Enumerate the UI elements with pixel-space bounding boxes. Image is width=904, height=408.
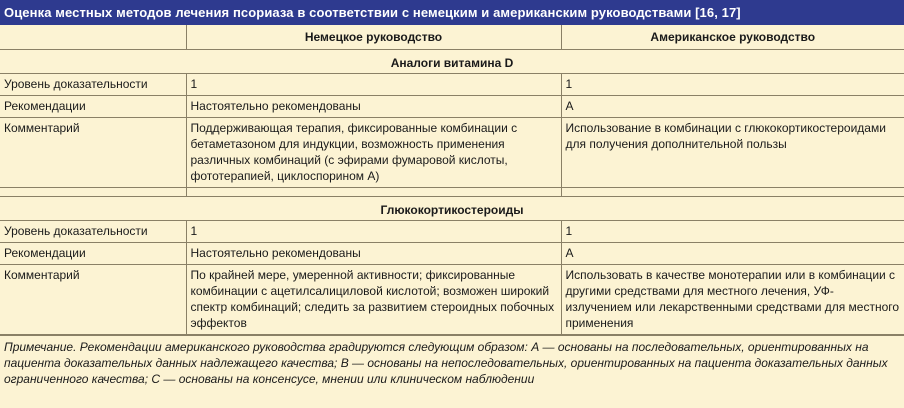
german-cell: Поддерживающая терапия, фиксированные комбинации с бетаметазоном для индукции, возможность применения различных комбинаций (с эфирами фумаровой кислоты, фототерапией, циклоспорином А) [186, 118, 561, 188]
row-label: Уровень доказательности [0, 221, 186, 243]
row-label: Рекомендации [0, 96, 186, 118]
american-cell: 1 [561, 74, 904, 96]
german-cell: Настоятельно рекомендованы [186, 96, 561, 118]
american-cell: Использовать в качестве монотерапии или в комбинации с другими средствами для местного лечения, УФ-излучением или лекарственными средствами для местного применения [561, 265, 904, 335]
table-row [0, 118, 904, 188]
german-cell: По крайней мере, умеренной активности; фиксированные комбинации с ацетилсалициловой кислотой; возможен широкий спектр комбинаций; следить за развитием стероидных побочных эффектов [186, 265, 561, 335]
german-cell: Настоятельно рекомендованы [186, 243, 561, 265]
row-label: Комментарий [0, 265, 186, 335]
row-label: Уровень доказательности [0, 74, 186, 96]
american-cell: А [561, 243, 904, 265]
section-row-vitamin-d [0, 50, 904, 74]
american-cell: А [561, 96, 904, 118]
row-label: Рекомендации [0, 243, 186, 265]
row-label: Комментарий [0, 118, 186, 188]
table-row [0, 243, 904, 265]
table-row [0, 221, 904, 243]
guidelines-table [0, 25, 904, 335]
header-row [0, 25, 904, 50]
table-row [0, 74, 904, 96]
section-row-glucocorticosteroids [0, 197, 904, 221]
table-row [0, 265, 904, 335]
american-cell: Использование в комбинации с глюкокортикостероидами для получения дополнительной пользы [561, 118, 904, 188]
table-row [0, 96, 904, 118]
section-title: Аналоги витамина D [0, 50, 904, 74]
section-title: Глюкокортикостероиды [0, 197, 904, 221]
american-cell: 1 [561, 221, 904, 243]
column-header-criterion [0, 25, 186, 50]
table-title: Оценка местных методов лечения псориаза в соответствии с немецким и американским руководствами [16, 17] [0, 0, 904, 25]
table-note: Примечание. Рекомендации американского руководства градируются следующим образом: А — основаны на последовательных, ориентированных на пациента доказательных данных надлежащего качества; В — основаны на непоследовательных, ориентированных на пациента доказательных данных ограниченного качества; С — основаны на консенсусе, мнении или клиническом наблюдении [0, 335, 904, 387]
german-cell: 1 [186, 74, 561, 96]
column-header-american: Американское руководство [561, 25, 904, 50]
german-cell: 1 [186, 221, 561, 243]
column-header-german: Немецкое руководство [186, 25, 561, 50]
spacer-row [0, 188, 904, 197]
